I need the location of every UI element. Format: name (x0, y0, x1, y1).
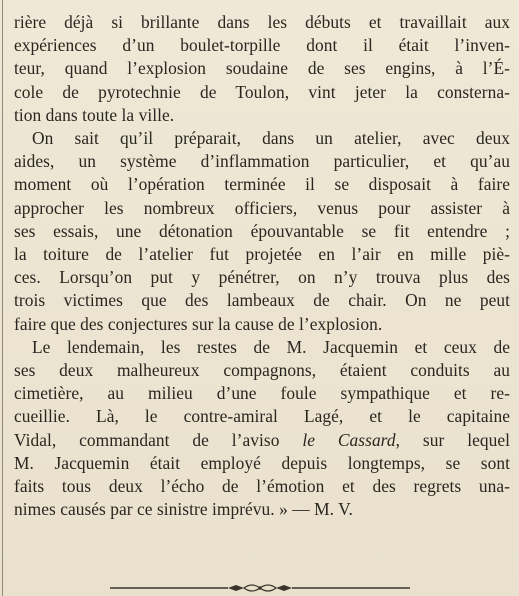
ornamental-divider (110, 582, 410, 594)
text-line-with-signature (14, 498, 510, 521)
article-body (14, 11, 510, 521)
signature: M. V. (314, 499, 353, 520)
text-line: faits tous deux l’écho de l’émotion et des regrets una- (14, 476, 510, 497)
text-line: aides, un système d’inflammation particulier, et qu’au (14, 151, 510, 172)
paragraph-3 (14, 336, 510, 522)
text-segment: , sur lequel (395, 429, 510, 450)
text-line: tion dans toute la ville. (14, 104, 175, 125)
text-line: cole de pyrotechnie de Toulon, vint jeter la consterna- (14, 81, 510, 102)
text-line: On sait qu’il préparait, dans un atelier, avec deux (32, 128, 510, 149)
paragraph-1 (14, 11, 510, 127)
text-line: ses essais, une détonation épouvantable se fit entendre ; (14, 220, 510, 241)
column-rule (2, 0, 3, 596)
text-line: cueillie. Là, le contre-amiral Lagé, et le capitaine (14, 406, 510, 427)
text-line: la toiture de l’atelier fut projetée en l’air en mille piè- (14, 244, 510, 265)
text-line: ces. Lorsqu’on put y pénétrer, on n’y trouva plus des (14, 267, 510, 288)
text-line: expériences d’un boulet-torpille dont il était l’inven- (14, 35, 510, 56)
text-line: M. Jacquemin était employé depuis longtemps, se sont (14, 452, 510, 473)
paragraph-2 (14, 127, 510, 336)
text-segment: Vidal, commandant de l’aviso (14, 429, 303, 450)
text-line: teur, quand l’explosion soudaine de ses engins, à l’É- (14, 58, 510, 79)
text-line: faire que des conjectures sur la cause de l’explosion. (14, 313, 383, 334)
text-segment: nimes causés par ce sinistre imprévu. » — (14, 499, 315, 520)
text-line: cimetière, au milieu d’une foule sympathique et re- (14, 383, 510, 404)
text-line: Le lendemain, les restes de M. Jacquemin et ceux de (32, 336, 510, 357)
ship-name: le Cassard (302, 429, 396, 450)
text-line: trois victimes que des lambeaux de chair. On ne peut (14, 290, 510, 311)
text-line: ses deux malheureux compagnons, étaient conduits au (14, 360, 510, 381)
text-line: approcher les nombreux officiers, venus pour assister à (14, 197, 510, 218)
text-line-with-ship-name (14, 429, 510, 452)
text-line: moment où l’opération terminée il se disposait à faire (14, 174, 510, 195)
text-line: rière déjà si brillante dans les débuts et travaillait aux (14, 12, 510, 32)
